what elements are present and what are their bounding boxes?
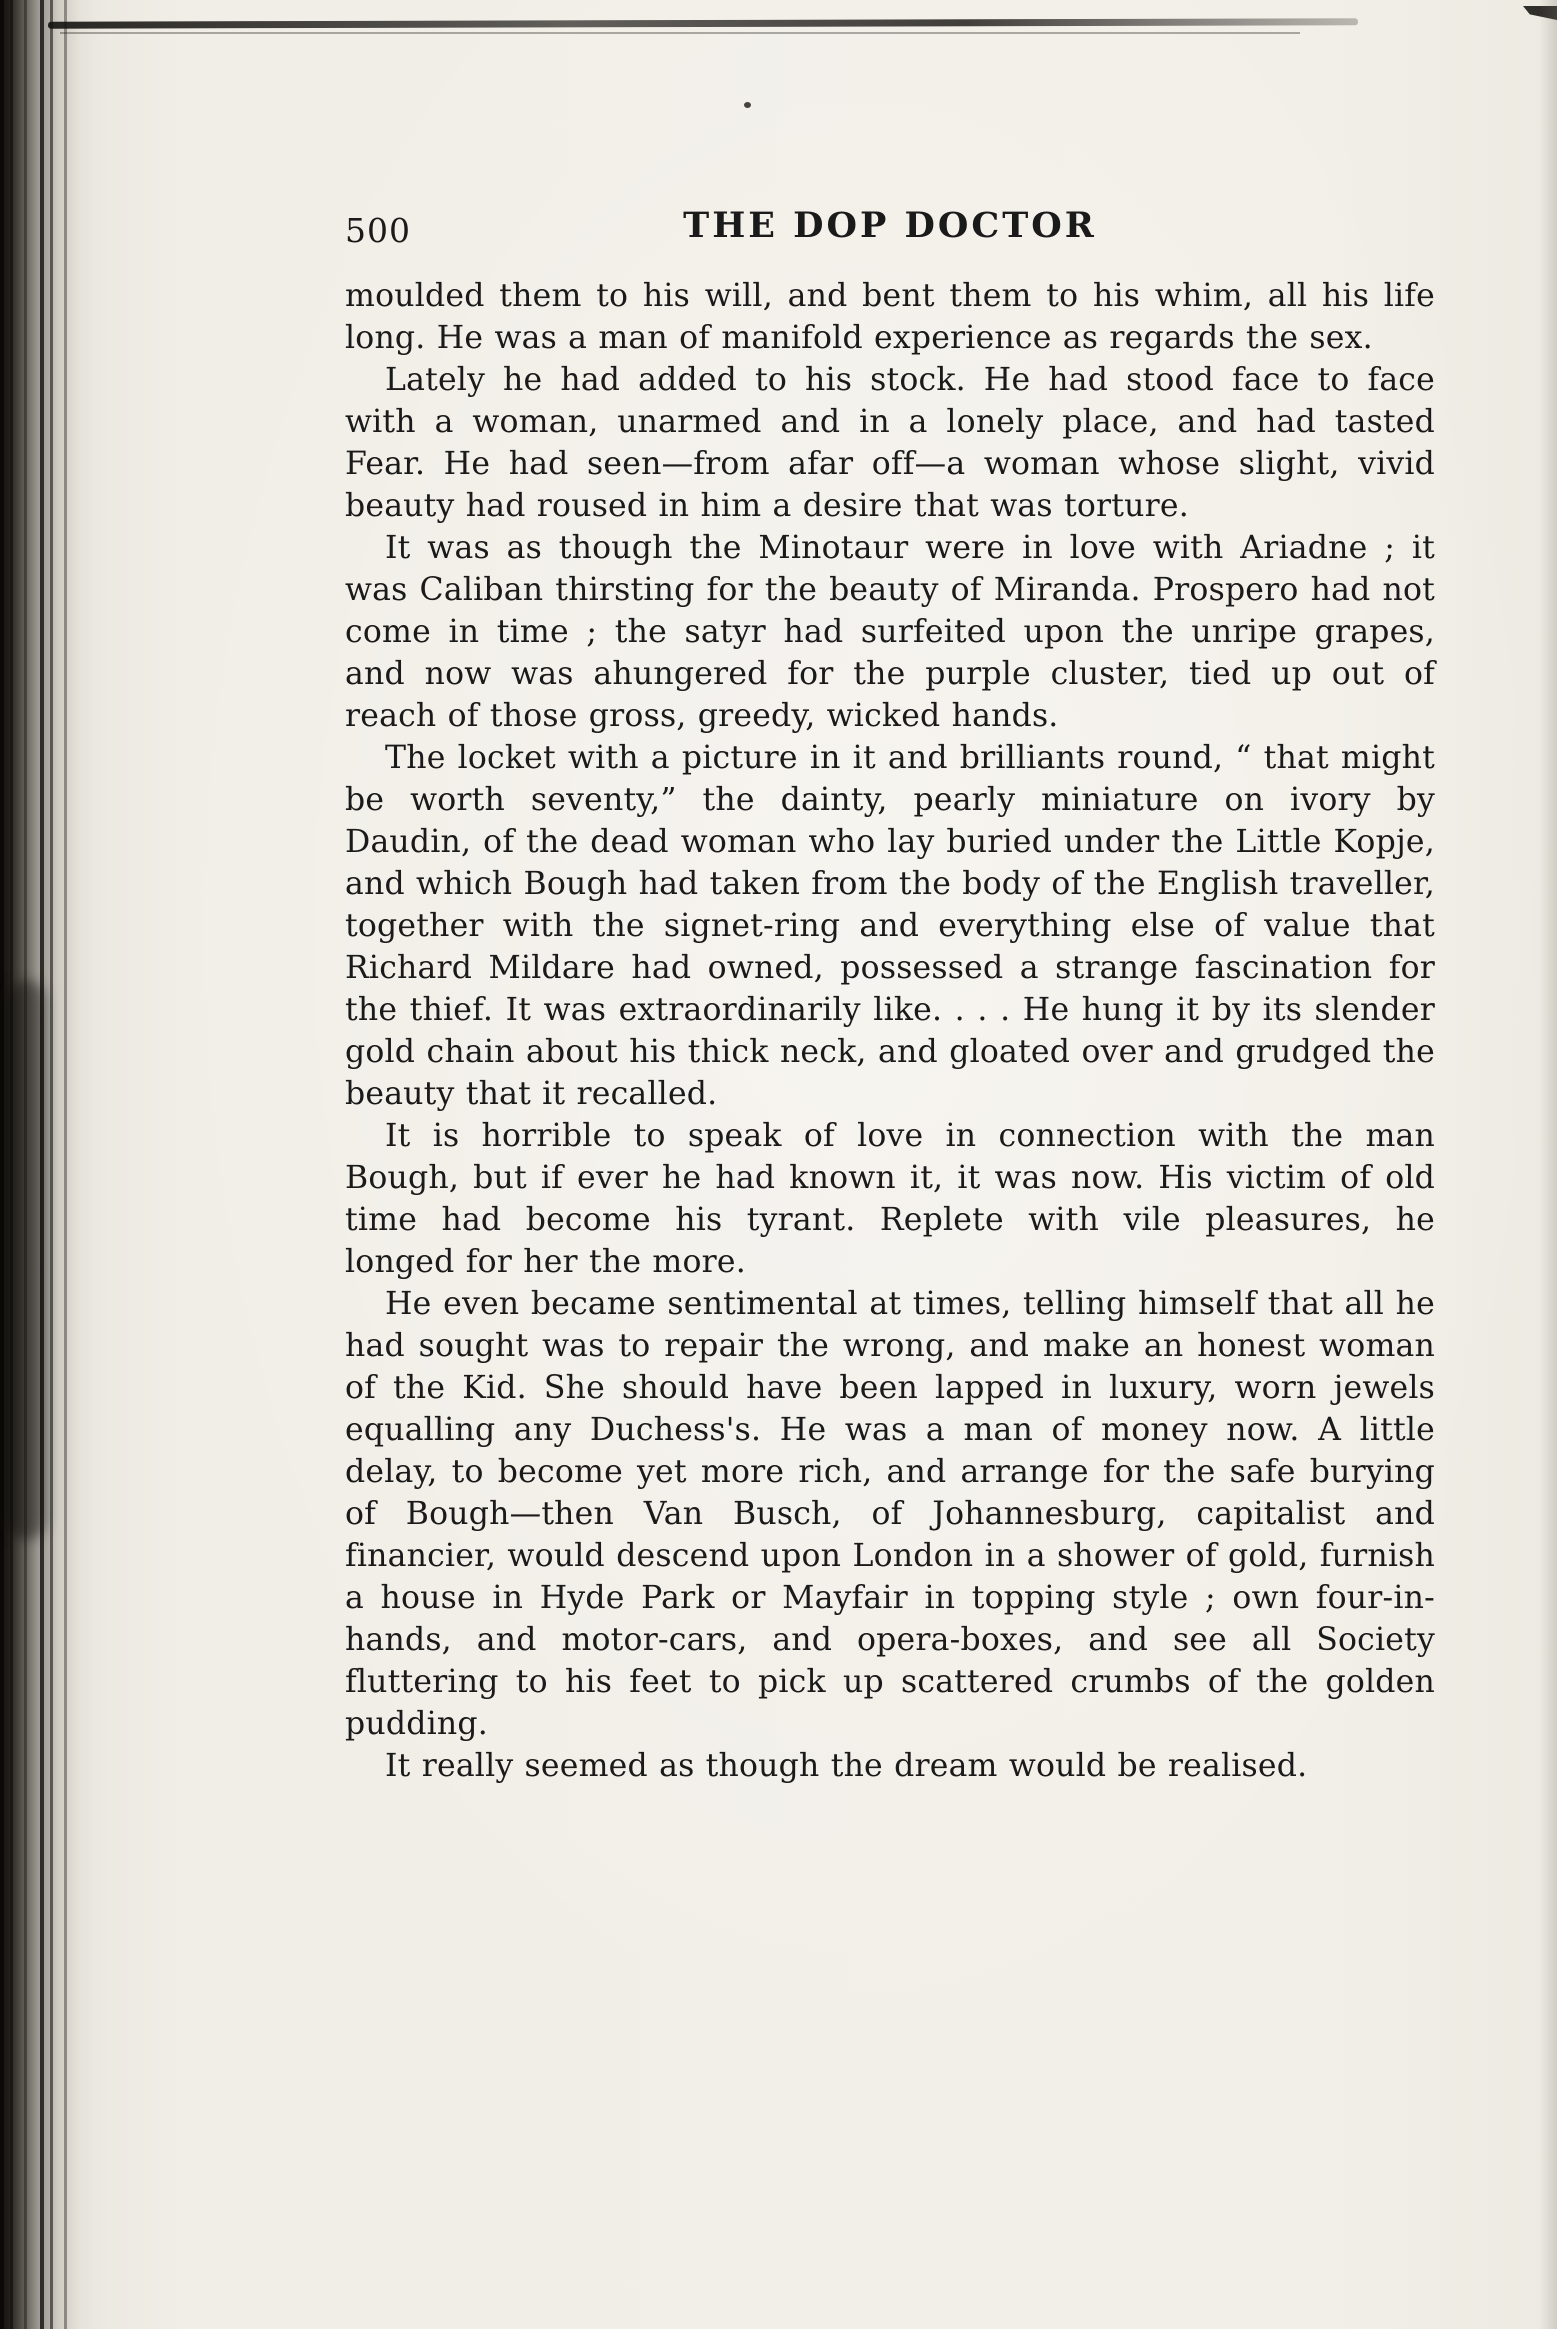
page-body-text: [345, 275, 1435, 1787]
paragraph-4: The locket with a picture in it and brilliants round, “ that might be worth seventy,” the dainty, pearly miniature on ivory by Daudin, of the dead woman who lay buried under the Little Kopje, and which Bough had taken from the body of the English traveller, together with the signet-ring and everything else of value that Richard Mildare had owned, possessed a strange fascination for the thief. It was extraordinarily like. . . . He hung it by its slender gold chain about his thick neck, and gloated over and grudged the beauty that it recalled.: [345, 740, 1435, 1112]
page-header-row: [345, 205, 1435, 275]
scan-right-edge-shade: [1539, 0, 1557, 2329]
paragraph-6: He even became sentimental at times, telling himself that all he had sought was to repair the wrong, and make an honest woman of the Kid. She should have been lapped in luxury, worn jewels equalling any Duchess's. He was a man of money now. A little delay, to become yet more rich, and arrange for the safe burying of Bough—then Van Busch, of Johannesburg, capitalist and financier, would descend upon London in a shower of gold, furnish a house in Hyde Park or Mayfair in topping style ; own four-in-hands, and motor-cars, and opera-boxes, and see all Society fluttering to his feet to pick up scattered crumbs of the golden pudding.: [345, 1286, 1435, 1742]
paragraph-1: moulded them to his will, and bent them to his whim, all his life long. He was a man of manifold experience as regards the sex.: [345, 278, 1435, 356]
running-title: THE DOP DOCTOR: [683, 205, 1097, 246]
paragraph-3: It was as though the Minotaur were in love with Ariadne ; it was Caliban thirsting for the beauty of Miranda. Prospero had not come in time ; the satyr had surfeited upon the unripe grapes, and now was ahungered for the purple cluster, tied up out of reach of those gross, greedy, wicked hands.: [345, 530, 1435, 734]
paragraph-5: It is horrible to speak of love in connection with the man Bough, but if ever he had known it, it was now. His victim of old time had become his tyrant. Replete with vile pleasures, he longed for her the more.: [345, 1118, 1435, 1280]
scan-artifact-top-line-thin: [60, 32, 1300, 34]
scan-artifact-top-line: [48, 18, 1358, 28]
printed-page-content: [345, 205, 1435, 1787]
binding-gutter-shadow: [0, 0, 100, 2329]
paragraph-2: Lately he had added to his stock. He had stood face to face with a woman, unarmed and in a lonely place, and had tasted Fear. He had seen—from afar off—a woman whose slight, vivid beauty had roused in him a desire that was torture.: [345, 362, 1435, 524]
scan-artifact-ink-dot: [744, 102, 751, 108]
page-number: 500: [345, 211, 411, 250]
paragraph-7: It really seemed as though the dream would be realised.: [385, 1748, 1308, 1784]
